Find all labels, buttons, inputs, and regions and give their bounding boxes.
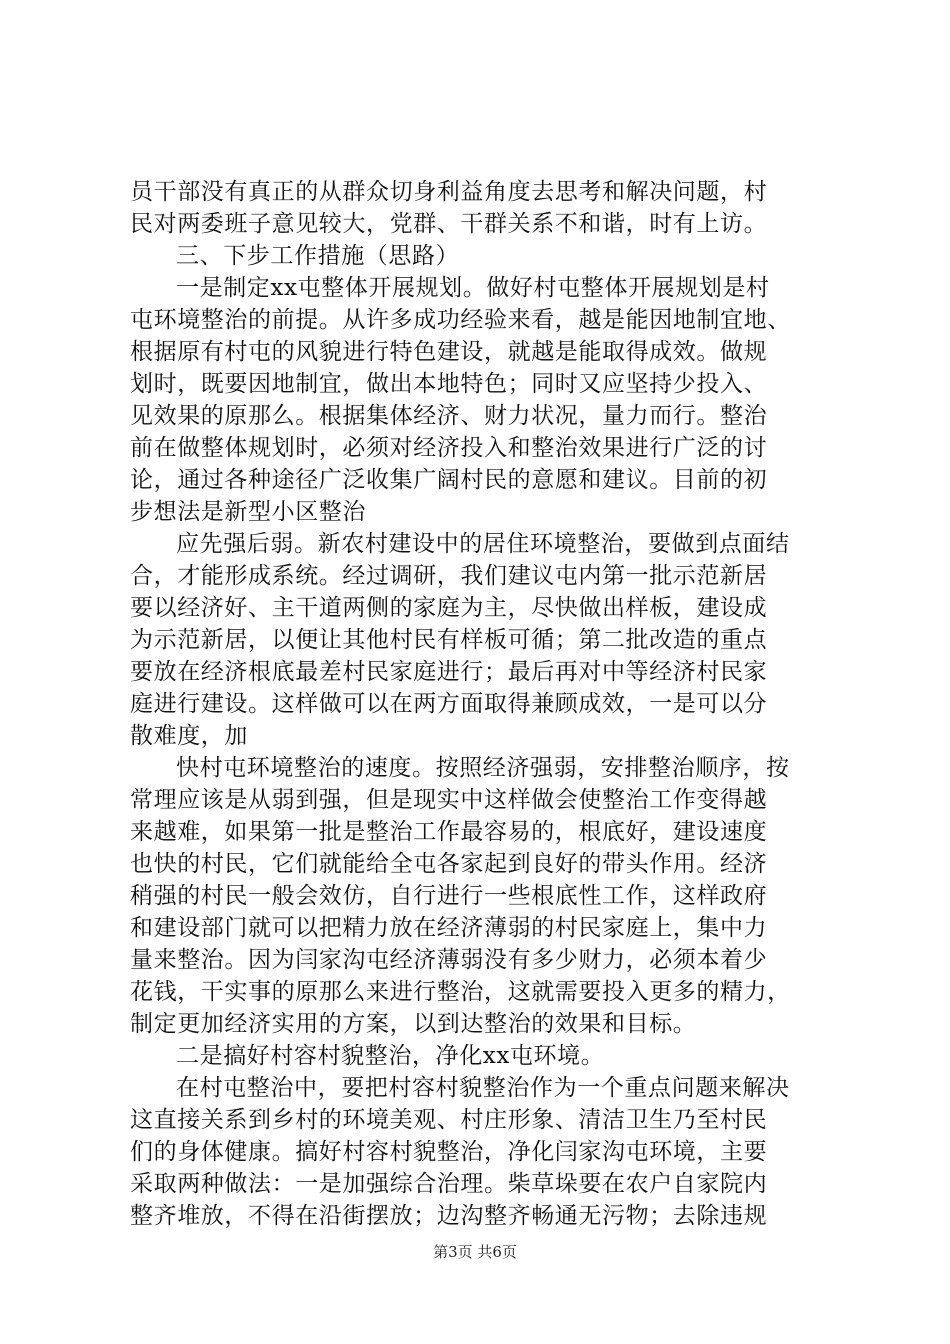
text-line: 民对两委班子意见较大，党群、干群关系不和谐，时有上访。 — [130, 211, 768, 237]
text-line: 要以经济好、主干道两侧的家庭为主，尽快做出样板，建设成 — [130, 595, 768, 621]
text-line: 制定更加经济实用的方案，以到达整治的效果和目标。 — [130, 1011, 697, 1037]
text-line: 要放在经济根底最差村民家庭进行；最后再对中等经济村民家 — [130, 659, 768, 685]
text-line: 应先强后弱。新农村建设中的居住环境整治，要做到点面结 — [176, 531, 790, 557]
text-line: 合，才能形成系统。经过调研，我们建议屯内第一批示范新居 — [130, 563, 768, 589]
text-line: 常理应该是从弱到强，但是现实中这样做会使整治工作变得越 — [130, 787, 768, 813]
text-line: 在村屯整治中，要把村容村貌整治作为一个重点问题来解决 — [176, 1075, 790, 1101]
section-heading: 三、下步工作措施（思路） — [176, 243, 460, 269]
text-line: 散难度，加 — [130, 723, 248, 749]
text-line: 论，通过各种途径广泛收集广阔村民的意愿和建议。目前的初 — [130, 467, 768, 493]
text-line: 为示范新居，以便让其他村民有样板可循；第二批改造的重点 — [130, 627, 768, 653]
text-line: 来越难，如果第一批是整治工作最容易的，根底好，建设速度 — [130, 819, 768, 845]
text-line: 花钱，干实事的原那么来进行整治，这就需要投入更多的精力， — [130, 979, 791, 1005]
text-line: 和建设部门就可以把精力放在经济薄弱的村民家庭上，集中力 — [130, 915, 768, 941]
page-footer: 第3页 共6页 — [433, 1243, 517, 1261]
text-line: 这直接关系到乡村的环境美观、村庄形象、清洁卫生乃至村民 — [130, 1107, 768, 1133]
text-line: 二是搞好村容村貌整治，净化xx屯环境。 — [176, 1043, 605, 1069]
text-line: 员干部没有真正的从群众切身利益角度去思考和解决问题，村 — [130, 179, 768, 205]
text-line: 一是制定xx屯整体开展规划。做好村屯整体开展规划是村 — [176, 275, 770, 301]
text-line: 整齐堆放，不得在沿街摆放；边沟整齐畅通无污物；去除违规 — [130, 1203, 768, 1229]
text-line: 采取两种做法：一是加强综合治理。柴草垛要在农户自家院内 — [130, 1171, 768, 1197]
text-line: 划时，既要因地制宜，做出本地特色；同时又应坚持少投入、 — [130, 371, 768, 397]
text-line: 屯环境整治的前提。从许多成功经验来看，越是能因地制宜地、 — [130, 307, 791, 333]
text-line: 根据原有村屯的风貌进行特色建设，就越是能取得成效。做规 — [130, 339, 768, 365]
text-line: 庭进行建设。这样做可以在两方面取得兼顾成效，一是可以分 — [130, 691, 768, 717]
text-line: 快村屯环境整治的速度。按照经济强弱，安排整治顺序，按 — [176, 755, 790, 781]
text-line: 也快的村民，它们就能给全屯各家起到良好的带头作用。经济 — [130, 851, 768, 877]
text-line: 们的身体健康。搞好村容村貌整治，净化闫家沟屯环境，主要 — [130, 1139, 768, 1165]
text-line: 前在做整体规划时，必须对经济投入和整治效果进行广泛的讨 — [130, 435, 768, 461]
text-line: 稍强的村民一般会效仿，自行进行一些根底性工作，这样政府 — [130, 883, 768, 909]
body-text — [130, 176, 830, 1232]
text-line: 步想法是新型小区整治 — [130, 499, 366, 525]
text-line: 量来整治。因为闫家沟屯经济薄弱没有多少财力，必须本着少 — [130, 947, 768, 973]
text-line: 见效果的原那么。根据集体经济、财力状况，量力而行。整治 — [130, 403, 768, 429]
